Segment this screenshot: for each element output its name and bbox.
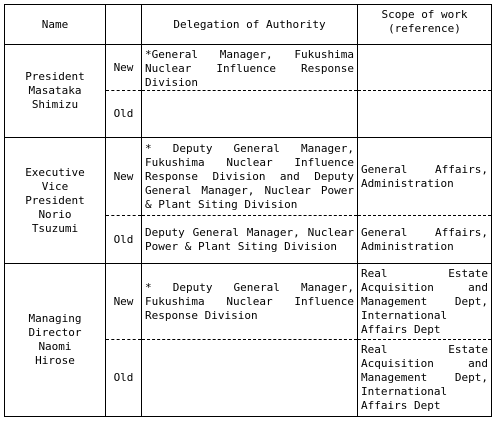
table-row xyxy=(5,264,492,340)
delegation-cell: * Deputy General Manager, Fukushima Nuclear Influence Response Division xyxy=(142,264,358,340)
name-line: President xyxy=(25,193,85,207)
delegation-table xyxy=(4,4,492,417)
name-line: Masataka xyxy=(28,84,82,97)
header-name: Name xyxy=(5,5,106,45)
delegation-cell xyxy=(142,340,358,417)
header-scope-line1: Scope of work xyxy=(381,8,468,21)
scope-cell xyxy=(358,45,492,91)
delegation-cell: Deputy General Manager, Nuclear Power & Plant Siting Division xyxy=(142,216,358,264)
version-label: New xyxy=(106,264,142,340)
delegation-cell: * Deputy General Manager, Fukushima Nuclear Influence Response Division and Deputy General Manager, Nuclear Power & Plant Siting Division xyxy=(142,138,358,216)
header-version xyxy=(106,5,142,45)
scope-cell: Real Estate Acquisition and Management Dept, International Affairs Dept xyxy=(358,340,492,417)
version-label: Old xyxy=(106,216,142,264)
header-scope-line2: (reference) xyxy=(388,22,461,35)
name-line: Hirose xyxy=(35,354,75,367)
person-name xyxy=(5,138,106,264)
table-row xyxy=(5,45,492,91)
delegation-cell xyxy=(142,91,358,138)
scope-cell: Real Estate Acquisition and Management Dept, International Affairs Dept xyxy=(358,264,492,340)
version-label: New xyxy=(106,45,142,91)
version-label: Old xyxy=(106,340,142,417)
name-line: Norio xyxy=(38,207,72,221)
scope-cell: General Affairs, Administration xyxy=(358,138,492,216)
header-delegation: Delegation of Authority xyxy=(142,5,358,45)
person-name xyxy=(5,45,106,138)
name-line: Vice xyxy=(41,179,69,193)
name-line: Shimizu xyxy=(31,98,79,111)
name-line: President xyxy=(25,70,85,83)
person-name xyxy=(5,264,106,417)
version-label: Old xyxy=(106,91,142,138)
header-row xyxy=(5,5,492,45)
header-scope xyxy=(358,5,492,45)
scope-cell xyxy=(358,91,492,138)
table-row xyxy=(5,138,492,216)
name-line: Naomi xyxy=(38,340,72,353)
name-line: Director xyxy=(28,326,82,339)
name-line: Executive xyxy=(25,165,85,179)
version-label: New xyxy=(106,138,142,216)
delegation-cell: *General Manager, Fukushima Nuclear Influence Response Division xyxy=(142,45,358,91)
scope-cell: General Affairs, Administration xyxy=(358,216,492,264)
name-line: Managing xyxy=(28,312,82,325)
name-line: Tsuzumi xyxy=(31,221,79,235)
